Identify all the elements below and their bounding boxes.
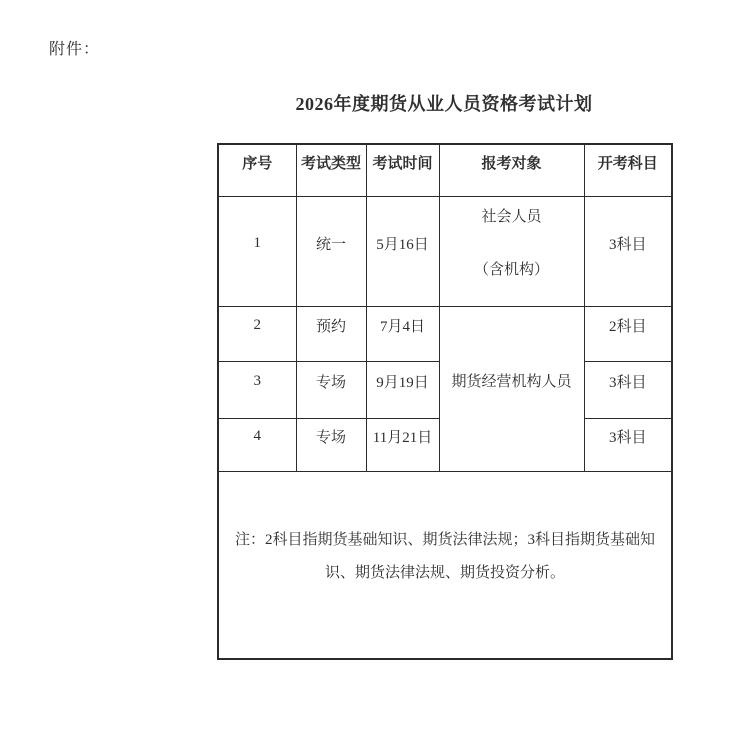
- column-header-target: 报考对象: [439, 144, 584, 196]
- target-line-1: 社会人员: [481, 208, 542, 225]
- cell-exam-type: 预约: [296, 306, 366, 361]
- cell-exam-type: 统一: [296, 196, 366, 306]
- note-line-1: 注：2科目指期货基础知识、期货法律法规；3科目指期货基础知: [234, 531, 655, 548]
- column-header-date: 考试时间: [366, 144, 439, 196]
- table-row: [218, 306, 672, 361]
- cell-exam-date: 7月4日: [366, 306, 439, 361]
- table-row: [218, 196, 672, 306]
- note-line-2: 识、期货法律法规、期货投资分析。: [324, 564, 565, 581]
- cell-exam-date: 9月19日: [366, 361, 439, 418]
- document-title: 2026年度期货从业人员资格考试计划: [295, 94, 593, 114]
- attachment-label: 附件：: [49, 41, 101, 58]
- exam-schedule-table: [217, 143, 673, 660]
- cell-exam-type: 专场: [296, 418, 366, 471]
- cell-target: [439, 196, 584, 306]
- cell-no: 1: [218, 196, 296, 306]
- cell-exam-date: 5月16日: [366, 196, 439, 306]
- cell-no: 2: [218, 306, 296, 361]
- cell-exam-date: 11月21日: [366, 418, 439, 471]
- cell-subjects: 3科目: [584, 196, 672, 306]
- cell-subjects: 3科目: [584, 418, 672, 471]
- column-header-subjects: 开考科目: [584, 144, 672, 196]
- cell-no: 3: [218, 361, 296, 418]
- column-header-type: 考试类型: [296, 144, 366, 196]
- table-note-row: [218, 471, 672, 659]
- cell-no: 4: [218, 418, 296, 471]
- note-cell: [218, 471, 672, 659]
- cell-subjects: 2科目: [584, 306, 672, 361]
- table-header-row: [218, 144, 672, 196]
- target-line-2: （含机构）: [473, 261, 549, 278]
- column-header-no: 序号: [218, 144, 296, 196]
- cell-subjects: 3科目: [584, 361, 672, 418]
- cell-exam-type: 专场: [296, 361, 366, 418]
- cell-target-merged: 期货经营机构人员: [439, 306, 584, 471]
